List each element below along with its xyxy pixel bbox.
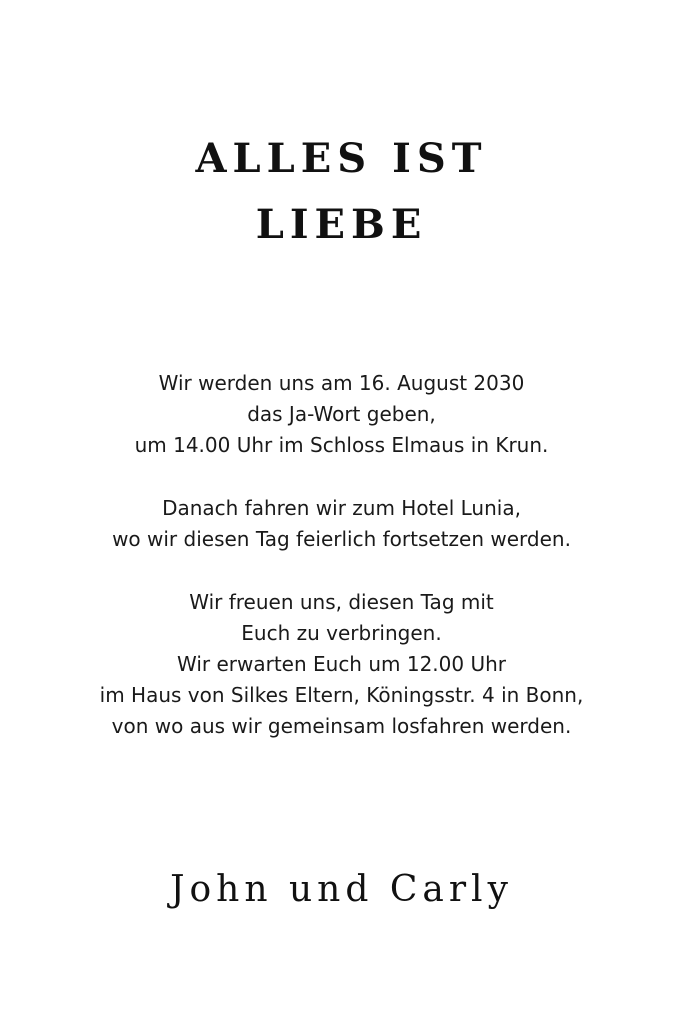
paragraph-meeting-point bbox=[0, 587, 683, 742]
heading-line-2: LIEBE bbox=[255, 201, 428, 248]
signature-names: John und Carly bbox=[170, 869, 513, 910]
paragraph-ceremony bbox=[0, 368, 683, 461]
paragraph-line: Wir freuen uns, diesen Tag mit bbox=[189, 590, 494, 614]
paragraph-line: Wir werden uns am 16. August 2030 bbox=[158, 371, 525, 395]
paragraph-celebration bbox=[0, 493, 683, 555]
paragraph-line: Wir erwarten Euch um 12.00 Uhr bbox=[176, 652, 507, 676]
paragraph-line: Danach fahren wir zum Hotel Lunia, bbox=[162, 496, 521, 520]
paragraph-line: im Haus von Silkes Eltern, Köningsstr. 4 in Bonn, bbox=[99, 683, 584, 707]
heading-line-1: ALLES IST bbox=[195, 135, 488, 182]
paragraph-line: um 14.00 Uhr im Schloss Elmaus in Krun. bbox=[134, 433, 549, 457]
paragraph-line: von wo aus wir gemeinsam losfahren werden. bbox=[111, 714, 572, 738]
paragraph-line: wo wir diesen Tag feierlich fortsetzen werden. bbox=[112, 527, 571, 551]
paragraph-line: Euch zu verbringen. bbox=[241, 621, 442, 645]
paragraph-line: das Ja-Wort geben, bbox=[247, 402, 436, 426]
